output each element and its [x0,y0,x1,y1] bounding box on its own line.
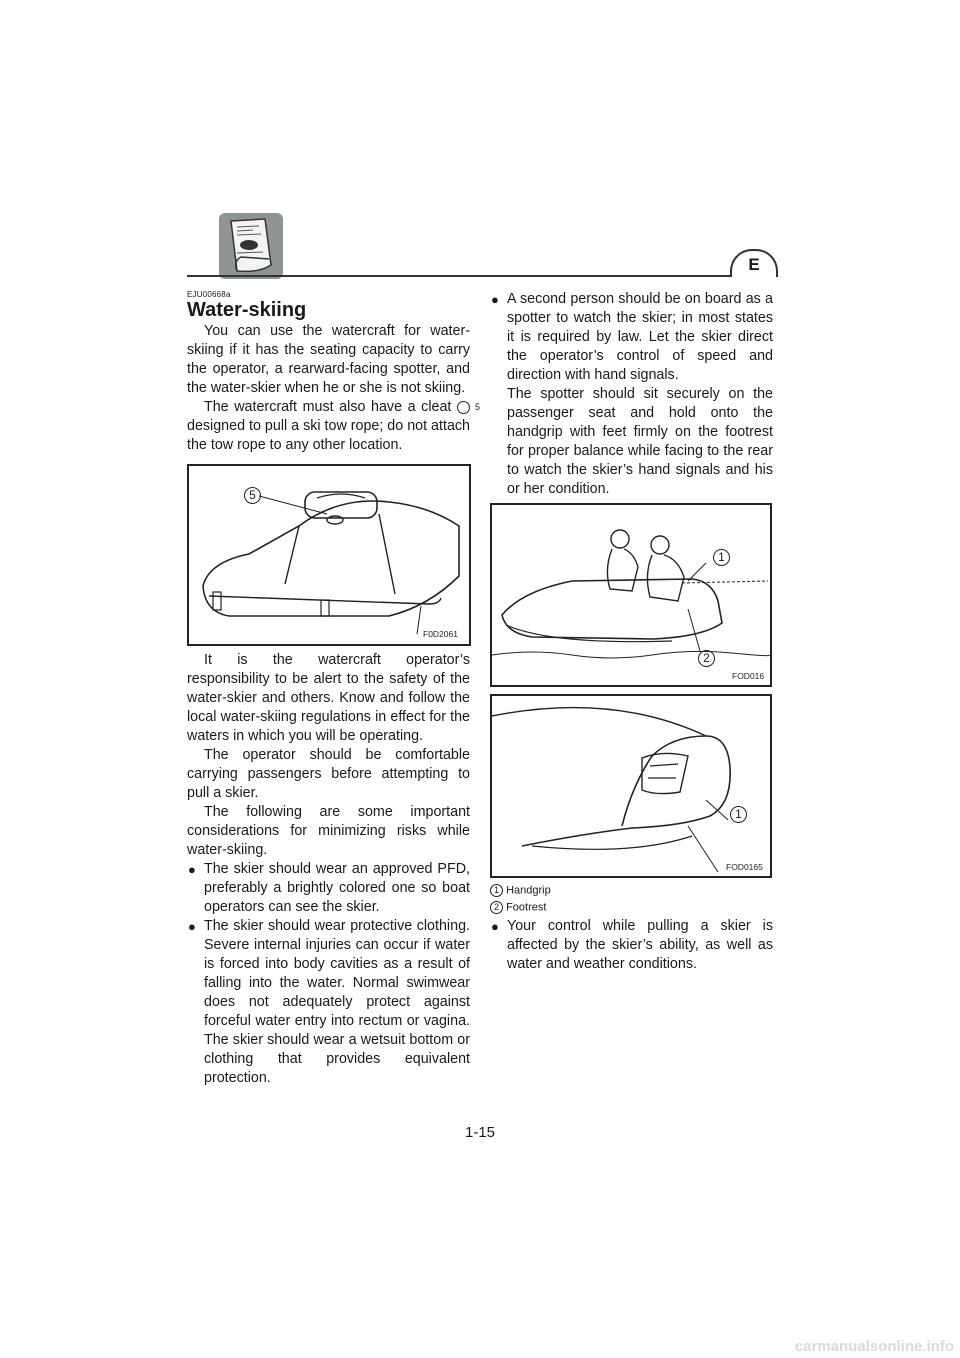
legend-label: Handgrip [506,884,551,897]
bullet-item [187,860,470,917]
bullet-item [187,917,470,1088]
manual-book-icon [219,213,283,279]
section-title: Water-skiing [187,299,307,321]
figure-handgrip [490,694,772,878]
left-column-top [187,322,480,455]
section-code: EJU00668a [187,290,231,299]
page-number: 1-15 [464,1124,496,1141]
paragraph [187,398,480,455]
bullet-icon: ● [188,862,196,877]
callout-ref: 5 [457,401,470,414]
legend-num: 1 [490,884,503,897]
figure-callout: 1 [730,806,747,823]
paragraph: You can use the watercraft for water-skiing if it has the seating capacity to carry the operator, a rearward-facing spotter, and the water-skier when he or she is not skiing. [187,323,470,396]
figure-code: FOD016 [732,671,765,681]
left-column-bottom [187,651,470,1088]
figure-cleat [187,464,471,646]
bullet-item [490,290,773,385]
bullet-icon: ● [491,919,499,934]
figure-code: FOD0165 [726,862,763,872]
paragraph: The operator should be comfortable carrying passengers before attempting to pull a skier. [187,747,470,801]
bullet-text: A second person should be on board as a spotter to watch the skier; in most states it is required by law. Let the skier direct the operator’s control of speed and direction with hand signals. [507,291,773,383]
figure-callout: 2 [698,650,715,667]
bullet-icon: ● [491,292,499,307]
paragraph-text: The watercraft must also have a cleat [204,399,452,415]
paragraph-text: designed to pull a ski tow rope; do not attach the tow rope to any other location. [187,418,470,453]
bullet-item [490,917,773,974]
figure-riders [490,503,772,687]
figure-callout: 1 [713,549,730,566]
paragraph: The following are some important considerations for minimizing risks while water-skiing. [187,804,470,858]
right-column-top [490,290,773,499]
bullet-text: The skier should wear protective clothing. Severe internal injuries can occur if water is forced into body cavities as a result of falling into the water. Normal swimwear does not adequately protect against forceful water entry into rectum or vagina. The skier should wear a wetsuit bottom or clothing that provides equivalent protection. [204,918,470,1086]
bullet-text: Your control while pulling a skier is affected by the skier’s ability, as well as water and weather conditions. [507,918,773,972]
bullet-text: The skier should wear an approved PFD, preferably a brightly colored one so boat operators can see the skier. [204,861,470,915]
bullet-icon: ● [188,919,196,934]
legend-label: Footrest [506,901,547,914]
right-column-bottom [490,917,773,974]
paragraph: The spotter should sit securely on the passenger seat and hold onto the handgrip with feet firmly on the footrest for proper balance while facing to the rear to watch the skier’s hand signals and his or her condition. [507,386,773,497]
figure-callout: 5 [244,487,261,504]
figure-code: F0D2061 [423,629,458,639]
language-badge: E [730,249,778,277]
paragraph: It is the watercraft operator’s responsibility to be alert to the safety of the water-skier and others. Know and follow the local water-skiing regulations in effect for the waters in which you will be operating. [187,652,470,744]
legend-item [490,884,551,897]
legend-num: 2 [490,901,503,914]
legend-item [490,901,546,914]
header-rule [187,275,775,277]
watermark: carmanualsonline.info [794,1338,954,1355]
